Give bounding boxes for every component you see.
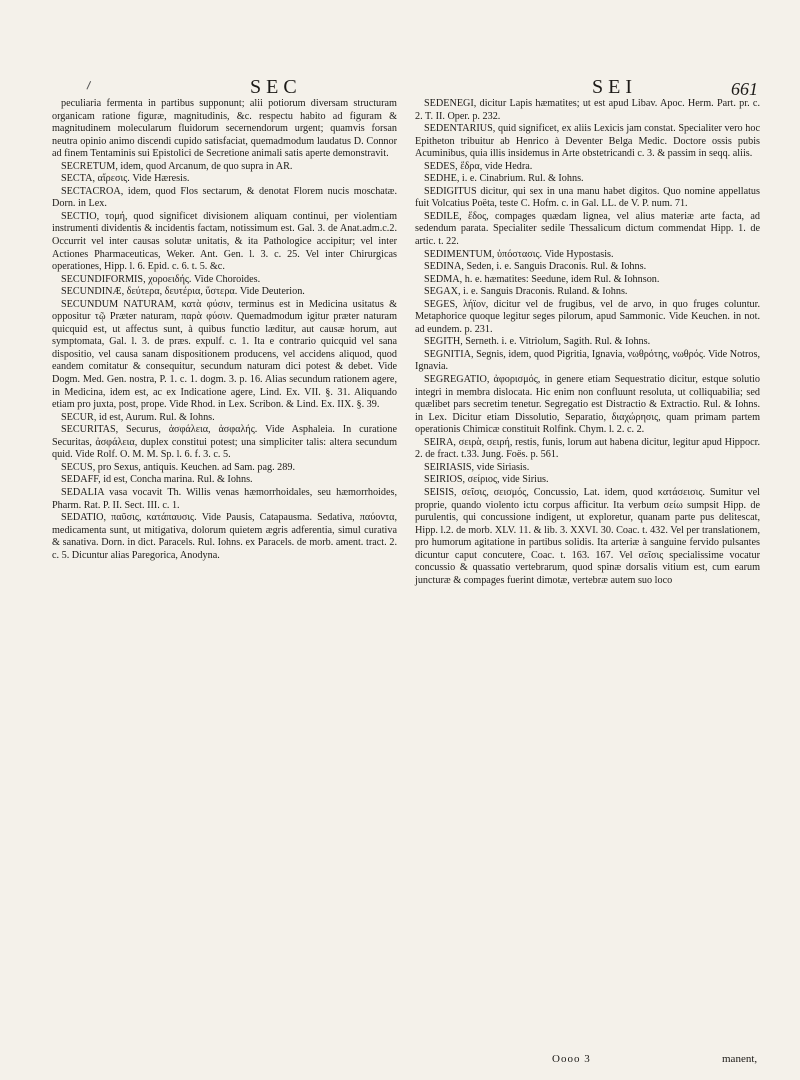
signature-mark: Oooo 3: [552, 1053, 591, 1065]
entry-paragraph: SECUNDINÆ, δεύτερα, δευτέρια, ὕστερα. Vide Deuterion.: [61, 286, 305, 298]
entry-paragraph: SEGREGATIO, ἀφορισμός, in genere etiam Sequestratio dicitur, estque solutio integri in membra dislocata. Hic enim non confluunt resoluta, ut colliquabilia; sed quælibet pars secretim tenetur. Segregatio est Distractio & Extractio. Rul. & Iohns. in Lex. Dicitur etiam Dissolutio, Separatio, διαχώρησις, quam primam partem operationis Chimicæ constituit Rolfink. Chym. l. 2. c. 2.: [415, 374, 760, 436]
catchword: manent,: [722, 1053, 758, 1065]
entry-paragraph: SEDENEGI, dicitur Lapis hæmatites; ut est apud Libav. Apoc. Herm. Part. pr. c. 2. T. II. Oper. p. 232.: [415, 98, 760, 122]
entry-paragraph: SECRETUM, idem, quod Arcanum, de quo supra in AR.: [61, 160, 293, 172]
entry-paragraph: SEDHE, i. e. Cinabrium. Rul. & Iohns.: [424, 173, 584, 185]
entry-paragraph: SEDATIO, παῦσις, κατάπαυσις. Vide Pausis, Catapausma. Sedativa, παύοντα, medicamenta sunt, ut mitigativa, dolorum quietem ægris adferentia, simul curativa & sanativa. Dorn. in dict. Paracels. Rul. Iohns. ex Paracels. de morb. ament. tract. 2. c. 5. Dicuntur alias Paregorica, Anodyna.: [52, 512, 397, 561]
entry-paragraph: SEGNITIA, Segnis, idem, quod Pigritia, Ignavia, νωθρότης, νωθρός. Vide Notros, Ignavia.: [415, 348, 760, 373]
left-column: [52, 98, 397, 562]
entry-paragraph: SEDIMENTUM, ὑπόστασις. Vide Hypostasis.: [424, 248, 614, 260]
entry-paragraph: SEDINA, Seden, i. e. Sanguis Draconis. Rul. & Iohns.: [424, 261, 647, 273]
entry-paragraph: SECTACROA, idem, quod Flos sectarum, & denotat Florem nucis moschatæ. Dorn. in Lex.: [52, 185, 397, 210]
entry-paragraph: SEDILE, ἕδος, compages quædam lignea, vel alius materiæ arte facta, ad sedendum parata. Specialiter sedile Thessalicum dictum commendat Hipp. 1. de artic. t. 22.: [415, 210, 760, 248]
entry-paragraph: SEGAX, i. e. Sanguis Draconis. Ruland. & Iohns.: [424, 286, 628, 298]
entry-paragraph: SEGITH, Serneth. i. e. Vitriolum, Sagith. Rul. & Iohns.: [424, 336, 651, 348]
right-column: [415, 98, 760, 587]
entry-paragraph: SEDMA, h. e. hæmatites: Seedune, idem Rul. & Iohnson.: [424, 273, 660, 285]
entry-paragraph: SECTA, αἵρεσις. Vide Hæresis.: [61, 173, 190, 185]
margin-mark: [86, 81, 96, 92]
entry-paragraph: SEDAFF, id est, Concha marina. Rul. & Iohns.: [61, 474, 253, 486]
entry-paragraph: SECUS, pro Sexus, antiquis. Keuchen. ad Sam. pag. 289.: [61, 461, 296, 473]
entry-paragraph: SEIRIASIS, vide Siriasis.: [424, 461, 530, 473]
entry-paragraph: SECUR, id est, Aurum. Rul. & Iohns.: [61, 411, 215, 423]
running-head-right: SEI: [592, 76, 637, 98]
entry-paragraph: SEDENTARIUS, quid significet, ex aliis Lexicis jam constat. Specialiter vero hoc Epitheton tribuitur ab Henrico à Deventer Belga Medic. Doctore ossis pubis Acuminibus, quia illis insidemus in Arte obstetricandi c. 3. & passim in seqq. aliis.: [415, 123, 760, 160]
entry-paragraph: SEGES, λήϊον, dicitur vel de frugibus, vel de arvo, in quo fruges coluntur. Metaphorice quoque legitur seges pilorum, apud Sammonic. Vide Keuchen. in not. ad eundem. p. 231.: [415, 298, 760, 335]
page-header: [52, 0, 760, 98]
entry-paragraph: SECTIO, τομή, quod significet divisionem aliquam continui, per violentiam instrumenti dividentis & incidentis factam, notissimum est. Gal. 3. de Anat.adm.c.2. Occurrit vel inter causas solutæ unitatis, & ita Pathologice accipitur; vel inter Actiones Pharmaceuticas, Weker. Ant. Gen. l. 3. c. 25. Vel inter Chirurgicas operationes, Hipp. l. 6. Epid. c. 6. t. 5. &c.: [52, 210, 397, 273]
entry-paragraph: SECUNDIFORMIS, χοροειδής. Vide Choroides.: [61, 273, 261, 285]
entry-paragraph: SECURITAS, Securus, ἀσφάλεια, ἀσφαλής. Vide Asphaleia. In curatione Securitas, ἀσφάλεια, duplex constitui potest; una simpliciter talis: altera secundum quid. Vide Rolf. O. M. M. Sp. l. 6. f. 3. c. 5.: [52, 424, 397, 461]
entry-paragraph: SEISIS, σεῖσις, σεισμός, Concussio, Lat. idem, quod κατάσεισις. Sumitur vel proprie, quando violento ictu corpus afficitur. Ita verbum σείω sumpsit Hipp. de purulentis, qui concussione indigent, ut exploretur, quanam parte pus delitescat, Hipp. l.2. de morb. XLV. 11. & lib. 3. XXVI. 30. Coac. t. 432. Vel per translationem, pro humorum agitatione in partibus solidis. Ita arteriæ à sanguine fervido pulsantes dicuntur caput concutere, Coac. t. 163. 167. Vel σεῖσις specialissime vocatur concussio & quassatio vertebrarum, quod spinæ dorsalis vitium est, cum earum juncturæ & compages fuerint dimotæ, vertebræ autem suo loco: [415, 486, 760, 586]
text-columns: [52, 98, 760, 587]
page-number: 661: [731, 79, 758, 99]
entry-paragraph: SECUNDUM NATURAM, κατὰ φύσιν, terminus est in Medicina usitatus & oppositur τῷ Præter naturam, παρὰ φύσιν. Quemadmodum igitur præter naturam quicquid est, ut affectus sunt, à quibus functio læditur, aut causæ horum, aut symptomata, Gal. l. 3. de præs. expulf. c. 1. Ita e contrario quicquid vel sana dispositio, vel causa sanam dispositionem producens, vel accidens aliquod, quod eandem comitatur & consequitur, secundum naturam dici potest & debet. Vide Dogm. Med. Gen. nostra, P. 1. c. 1. dogm. 3. p. 16. Alias secundum rationem agere, in Medicina, idem est, ac ex Indicatione agere, Lind. Ex. VII. §. 31. Aliquando etiam pro juxta, post, prope. Vide Rhod. in Lex. Scribon. & Lind. Ex. IIX. §. 39.: [52, 298, 397, 411]
entry-paragraph: SEDALIA vasa vocavit Th. Willis venas hæmorrhoidales, seu hæmorrhoides, Pharm. Rat. P. II. Sect. III. c. 1.: [52, 486, 397, 511]
entry-paragraph: SEIRA, σειρὰ, σειρή, restis, funis, lorum aut habena dicitur, legitur apud Hippocr. 2. de fract. t.33. Jung. Foës. p. 561.: [415, 436, 760, 461]
running-head-left: SEC: [250, 76, 302, 98]
entry-paragraph: SEIRIOS, σείριος, vide Sirius.: [424, 474, 549, 486]
entry-paragraph: SEDIGITUS dicitur, qui sex in una manu habet digitos. Quo nomine appellatus fuit Volcatius Poëta, teste C. Hofm. c. in Gal. LL. de V. P. num. 71.: [415, 185, 760, 210]
entry-paragraph: peculiaria fermenta in partibus supponunt; alii potiorum diversam structuram organicam ratione figuræ, magnitudinis, &c. respectu habito ad figuram & magnitudinem molecularum fluidorum secernendorum urgent; quamvis forsan neutra opinio animo discendi cupido satisfaciat, quemadmodum laudatus D. Connor ad finem Tentaminis sui Epistolici de Secretione animali satis aperte demonstravit.: [52, 98, 397, 160]
entry-paragraph: SEDES, ἕδρα, vide Hedra.: [424, 160, 533, 172]
